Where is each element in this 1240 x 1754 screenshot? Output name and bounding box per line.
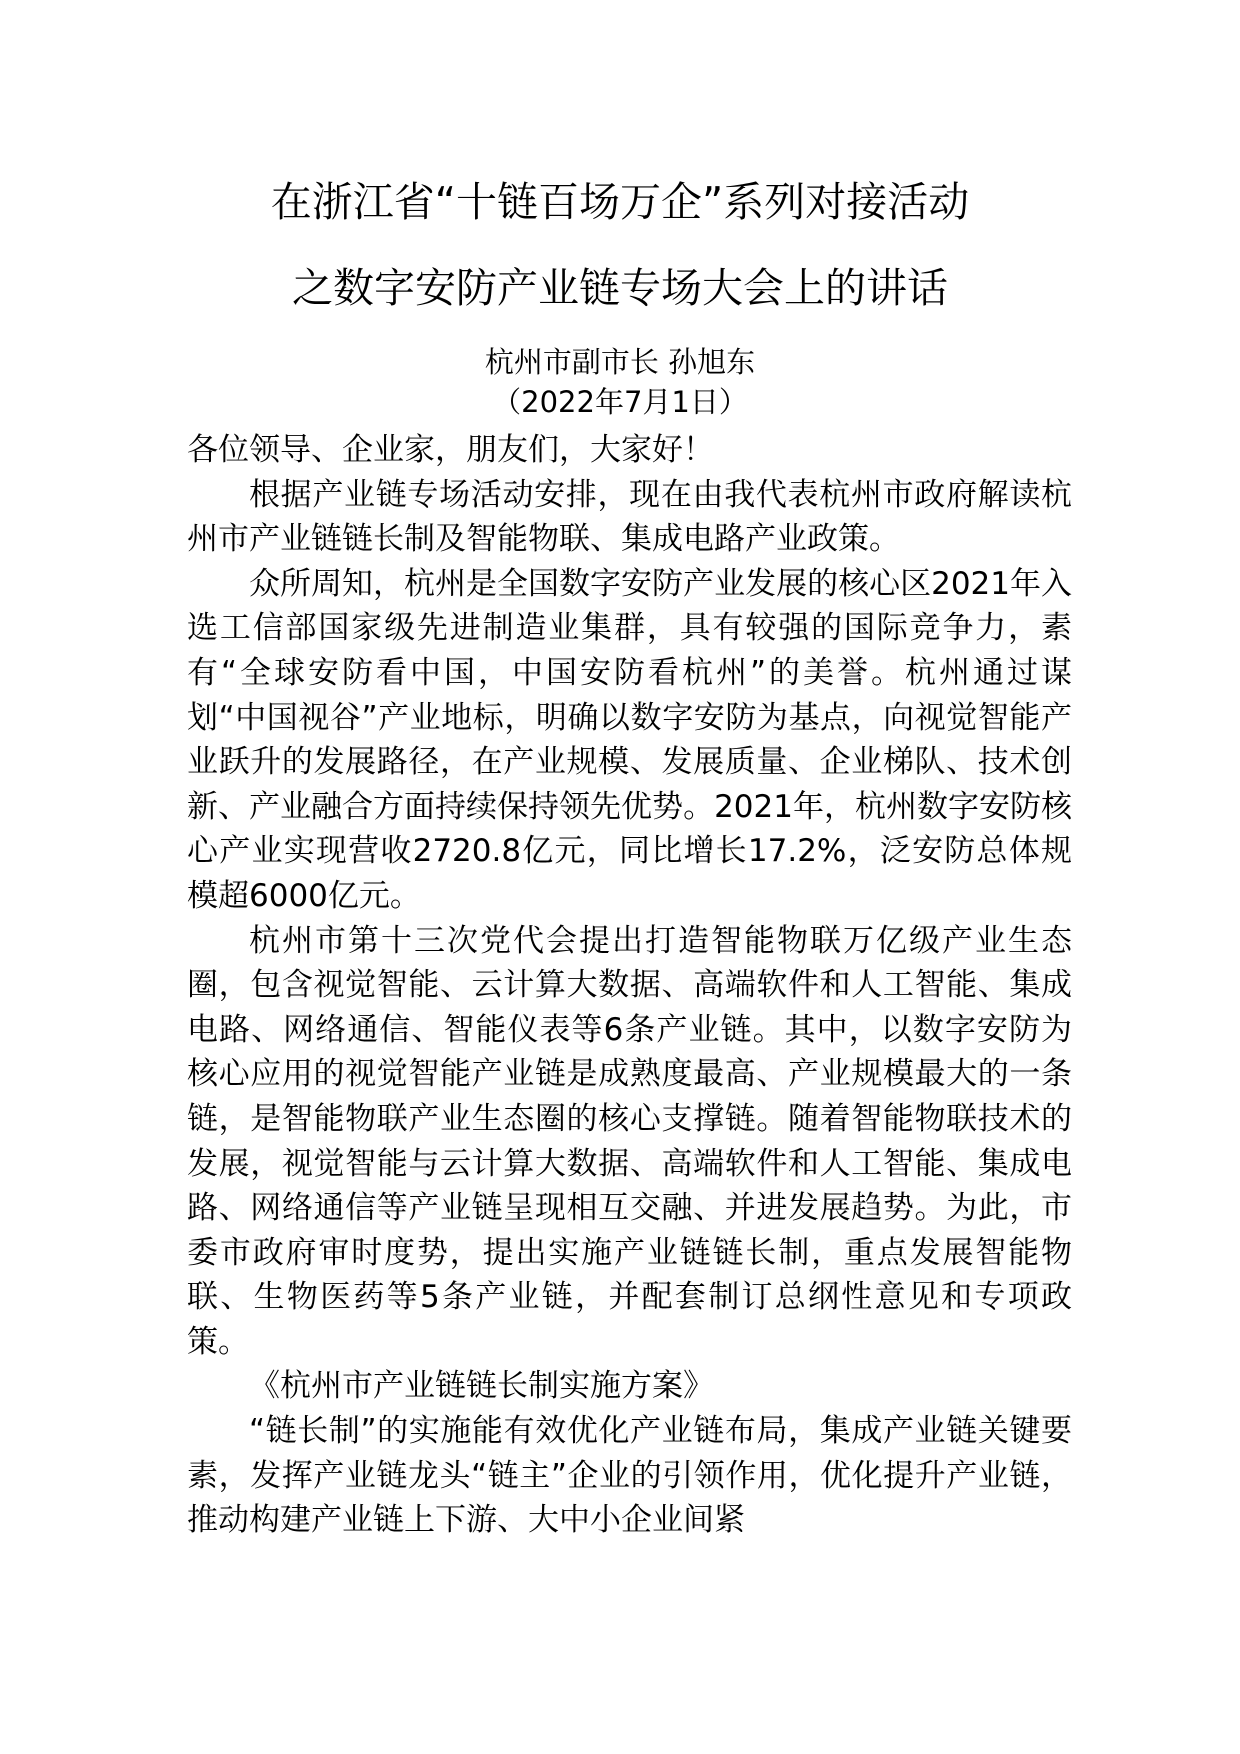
body-paragraph: 杭州市第十三次党代会提出打造智能物联万亿级产业生态圈，包含视觉智能、云计算大数据、高端软件和人工智能、集成电路、网络通信、智能仪表等6条产业链。其中，以数字安防为核心应用的视觉智能产业链是成熟度最高、产业规模最大的一条链，是智能物联产业生态圈的核心支撑链。随着智能物联技术的发展，视觉智能与云计算大数据、高端软件和人工智能、集成电路、网络通信等产业链呈现相互交融、并进发展趋势。为此，市委市政府审时度势，提出实施产业链链长制，重点发展智能物联、生物医药等5条产业链，并配套制订总纲性意见和专项政策。 — [187, 922, 1072, 1360]
date-line: （2022年7月1日） — [492, 385, 748, 419]
author-line: 杭州市副市长 孙旭东 — [484, 345, 756, 379]
salutation-paragraph: 各位领导、企业家，朋友们，大家好！ — [187, 432, 714, 468]
title-line-2: 之数字安防产业链专场大会上的讲话 — [292, 264, 948, 312]
body-paragraph: “链长制”的实施能有效优化产业链布局，集成产业链关键要素，发挥产业链龙头“链主”企业的引领作用，优化提升产业链，推动构建产业链上下游、大中小企业间紧 — [187, 1413, 1072, 1539]
document-body — [187, 428, 1072, 1543]
section-heading: 《杭州市产业链链长制实施方案》 — [249, 1368, 714, 1405]
body-paragraph: 众所周知，杭州是全国数字安防产业发展的核心区2021年入选工信部国家级先进制造业集群，具有较强的国际竞争力，素有“全球安防看中国，中国安防看杭州”的美誉。杭州通过谋划“中国视谷”产业地标，明确以数字安防为基点，向视觉智能产业跃升的发展路径，在产业规模、发展质量、企业梯队、技术创新、产业融合方面持续保持领先优势。2021年，杭州数字安防核心产业实现营收2720.8亿元，同比增长17.2%，泛安防总体规模超6000亿元。 — [187, 565, 1072, 914]
body-paragraph: 根据产业链专场活动安排，现在由我代表杭州市政府解读杭州市产业链链长制及智能物联、集成电路产业政策。 — [187, 476, 1072, 558]
title-line-1: 在浙江省“十链百场万企”系列对接活动 — [270, 178, 970, 226]
